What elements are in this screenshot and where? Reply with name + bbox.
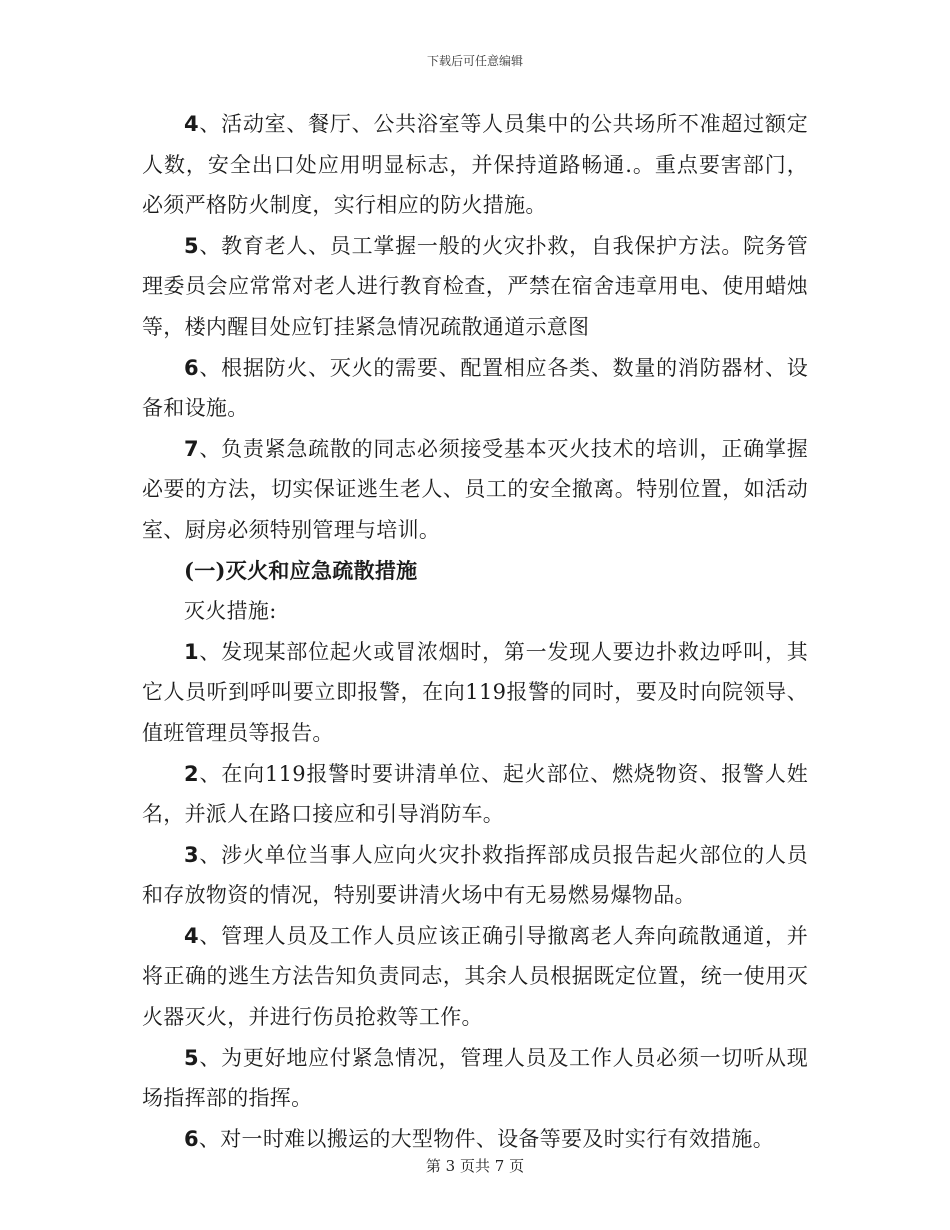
- item-text: 、活动室、餐厅、公共浴室等人员集中的公共场所不准超过额定人数，安全出口处应用明显标志，并保持道路畅通.。重点要害部门，必须严格防火制度，实行相应的防火措施。: [142, 112, 808, 218]
- item-number: 4: [184, 112, 199, 136]
- item-text: 、根据防火、灭火的需要、配置相应各类、数量的消防器材、设备和设施。: [142, 355, 808, 421]
- section-heading: (一)灭火和应急疏散措施: [184, 557, 418, 583]
- item-number: 3: [184, 842, 199, 867]
- item-number: 1: [184, 639, 199, 664]
- list-item: [142, 104, 808, 226]
- item-number: 4: [184, 923, 199, 948]
- item-number: 6: [184, 355, 199, 380]
- item-number: 2: [184, 761, 199, 786]
- item-number: 5: [184, 1045, 199, 1070]
- item-text: 、对一时难以搬运的大型物件、设备等要及时实行有效措施。: [198, 1126, 775, 1151]
- list-item: [142, 754, 808, 835]
- list-item: [142, 348, 808, 429]
- list-item: [142, 429, 808, 551]
- item-number: 6: [184, 1126, 199, 1151]
- item-text: 、发现某部位起火或冒浓烟时，第一发现人要边扑救边呼叫，其它人员听到呼叫要立即报警，在向119报警的同时，要及时向院领导、值班管理员等报告。: [142, 639, 808, 745]
- list-item: [142, 226, 808, 348]
- list-item: [142, 1119, 808, 1160]
- item-text: 、管理人员及工作人员应该正确引导撤离老人奔向疏散通道，并将正确的逃生方法告知负责同志，其余人员根据既定位置，统一使用灭火器灭火，并进行伤员抢救等工作。: [142, 923, 808, 1030]
- list-item: [142, 835, 808, 916]
- item-number: 5: [184, 233, 199, 258]
- subheading: 灭火措施:: [184, 599, 277, 624]
- item-number: 7: [184, 436, 199, 461]
- list-item: [142, 916, 808, 1038]
- document-body: [142, 104, 808, 1159]
- page-footer: 第 3 页共 7 页: [425, 1157, 525, 1175]
- list-item: [142, 632, 808, 754]
- item-text: 、为更好地应付紧急情况，管理人员及工作人员必须一切听从现场指挥部的指挥。: [142, 1045, 808, 1111]
- list-item: [142, 1038, 808, 1119]
- item-text: 、教育老人、员工掌握一般的火灾扑救，自我保护方法。院务管理委员会应常常对老人进行教育检查，严禁在宿舍违章用电、使用蜡烛等，楼内醒目处应钉挂紧急情况疏散通道示意图: [142, 233, 808, 339]
- item-text: 、负责紧急疏散的同志必须接受基本灭火技术的培训，正确掌握必要的方法，切实保证逃生老人、员工的安全撤离。特别位置，如活动室、厨房必须特别管理与培训。: [142, 436, 808, 542]
- item-text: 、涉火单位当事人应向火灾扑救指挥部成员报告起火部位的人员和存放物资的情况，特别要讲清火场中有无易燃易爆物品。: [142, 842, 808, 908]
- page-header: 下载后可任意编辑: [426, 54, 523, 68]
- item-text: 、在向119报警时要讲清单位、起火部位、燃烧物资、报警人姓名，并派人在路口接应和引导消防车。: [142, 761, 808, 827]
